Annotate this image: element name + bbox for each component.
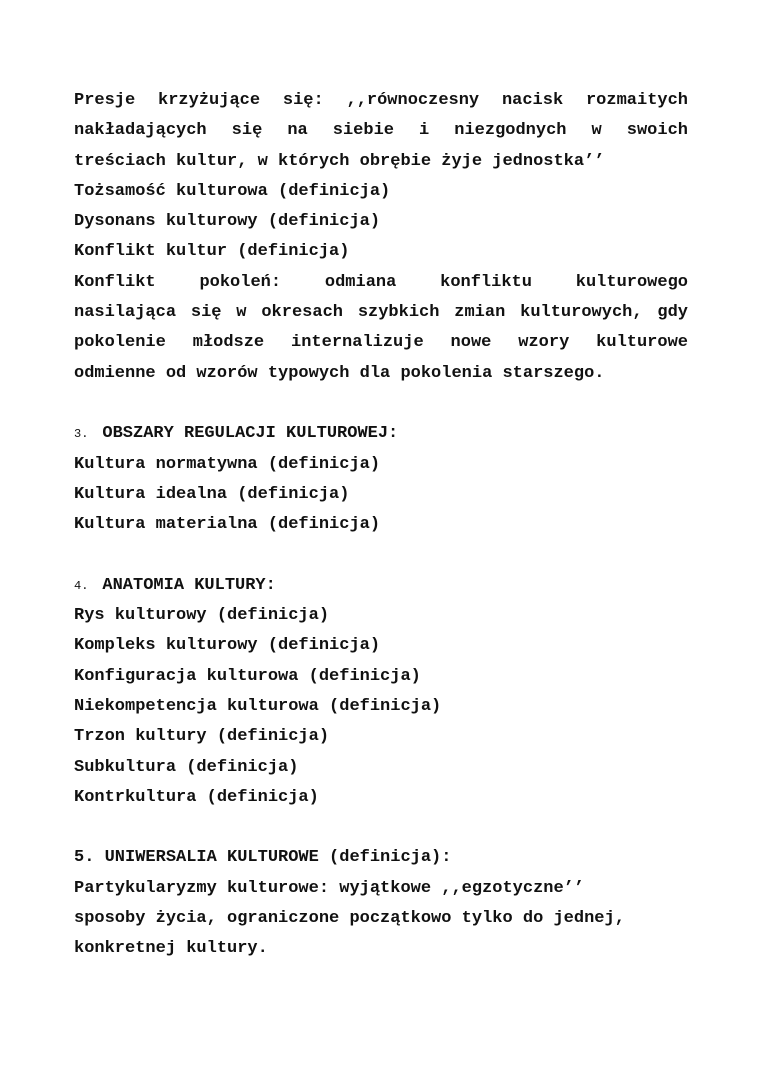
list-item: Konflikt kultur (definicja)	[74, 242, 350, 262]
section-number: 3.	[74, 427, 89, 442]
paragraph-line: treściach kultur, w których obrębie żyje jednostka’’	[74, 151, 605, 171]
list-item: Niekompetencja kulturowa (definicja)	[74, 696, 442, 716]
paragraph-line: odmienne od wzorów typowych dla pokolenia starszego.	[74, 363, 605, 383]
list-item: Kompleks kulturowy (definicja)	[74, 636, 381, 656]
section-title: OBSZARY REGULACJI KULTUROWEJ:	[102, 424, 399, 444]
list-item: Kultura idealna (definicja)	[74, 484, 350, 504]
paragraph-line: Partykularyzmy kulturowe: wyjątkowe ,,egzotyczne’’	[74, 878, 585, 898]
list-item: Kontrkultura (definicja)	[74, 787, 319, 807]
blank-line	[74, 389, 688, 419]
paragraph-line: Presje krzyżujące się: ,,równoczesny nacisk rozmaitych	[74, 91, 688, 110]
document-page	[74, 86, 688, 965]
list-item: Dysonans kulturowy (definicja)	[74, 212, 381, 232]
list-item: Subkultura (definicja)	[74, 757, 299, 777]
list-item: Tożsamość kulturowa (definicja)	[74, 181, 391, 201]
section-number: 4.	[74, 578, 89, 593]
cross-pressures-paragraph	[74, 86, 688, 177]
list-item: Kultura normatywna (definicja)	[74, 454, 381, 474]
paragraph-line: pokolenie młodsze internalizuje nowe wzory kulturowe	[74, 333, 688, 353]
generation-conflict-paragraph	[74, 268, 688, 389]
section-heading-3	[74, 419, 688, 449]
paragraph-line: nasilająca się w okresach szybkich zmian kulturowych, gdy	[74, 303, 688, 323]
list-item: Rys kulturowy (definicja)	[74, 606, 330, 626]
section-heading-5: 5. UNIWERSALIA KULTUROWE (definicja):	[74, 848, 452, 868]
paragraph-line: Konflikt pokoleń: odmiana konfliktu kulturowego	[74, 272, 688, 292]
paragraph-line: sposoby życia, ograniczone początkowo tylko do jednej,	[74, 909, 625, 929]
paragraph-line: nakładających się na siebie i niezgodnych w swoich	[74, 121, 688, 141]
list-item: Konfiguracja kulturowa (definicja)	[74, 666, 421, 686]
blank-line	[74, 540, 688, 570]
list-item: Kultura materialna (definicja)	[74, 515, 381, 535]
section-title: ANATOMIA KULTURY:	[102, 575, 276, 595]
paragraph-line: konkretnej kultury.	[74, 939, 268, 959]
blank-line	[74, 813, 688, 843]
section-heading-4	[74, 571, 688, 601]
list-item: Trzon kultury (definicja)	[74, 727, 330, 747]
